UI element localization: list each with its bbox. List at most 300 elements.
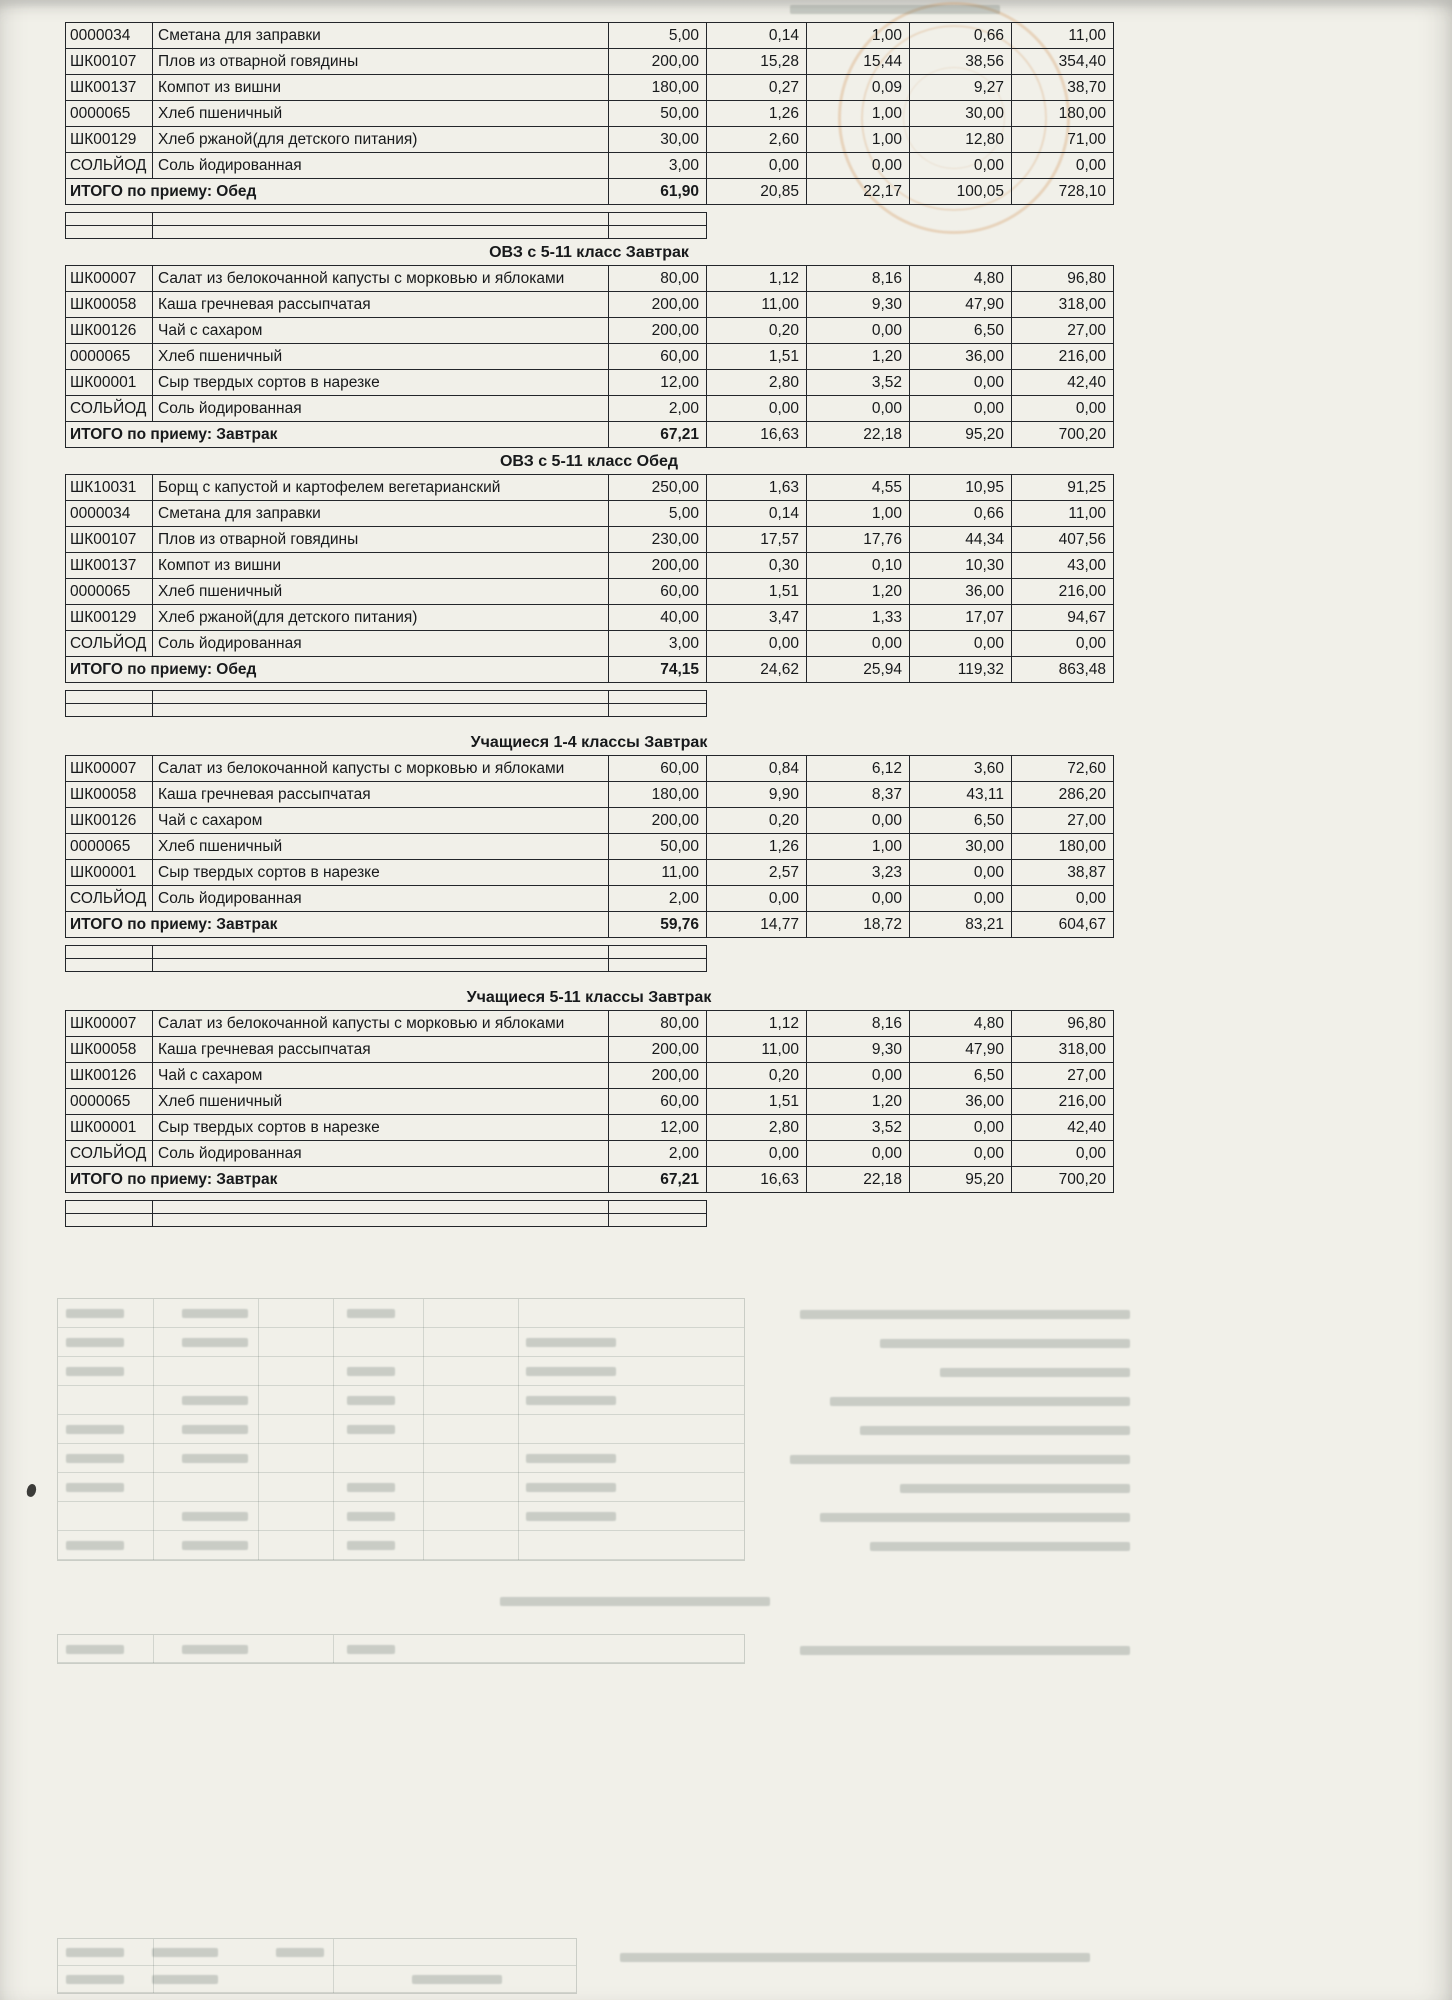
value-cell: 8,37 <box>807 782 910 808</box>
code-cell: ШК00129 <box>66 127 153 153</box>
ghost-text-bar <box>152 1975 218 1984</box>
dish-name-cell: Хлеб пшеничный <box>153 344 609 370</box>
table-row <box>66 75 1114 101</box>
value-cell: 15,28 <box>707 49 807 75</box>
table-row <box>66 101 1114 127</box>
empty-cell <box>66 226 153 239</box>
value-cell: 10,95 <box>910 475 1012 501</box>
empty-row <box>66 213 707 226</box>
value-cell: 12,80 <box>910 127 1012 153</box>
value-cell: 47,90 <box>910 1037 1012 1063</box>
value-cell: 60,00 <box>609 344 707 370</box>
value-cell: 1,00 <box>807 23 910 49</box>
ghost-column-line <box>153 1299 154 1560</box>
value-cell: 4,80 <box>910 266 1012 292</box>
value-cell: 216,00 <box>1012 1089 1114 1115</box>
ghost-row <box>58 1502 744 1531</box>
total-value-cell: 95,20 <box>910 1167 1012 1193</box>
value-cell: 0,00 <box>807 808 910 834</box>
ghost-row <box>58 1473 744 1502</box>
empty-cell <box>66 213 153 226</box>
code-cell: СОЛЬЙОД <box>66 631 153 657</box>
empty-cell <box>609 959 707 972</box>
code-cell: ШК00058 <box>66 292 153 318</box>
ghost-column-line <box>333 1635 334 1663</box>
dish-name-cell: Соль йодированная <box>153 153 609 179</box>
ghost-row <box>58 1357 744 1386</box>
ghost-column-line <box>423 1299 424 1560</box>
dish-name-cell: Компот из вишни <box>153 553 609 579</box>
value-cell: 200,00 <box>609 292 707 318</box>
ghost-row <box>58 1966 576 1993</box>
dish-name-cell: Хлеб ржаной(для детского питания) <box>153 605 609 631</box>
value-cell: 1,63 <box>707 475 807 501</box>
empty-cell <box>66 959 153 972</box>
table-row <box>66 1115 1114 1141</box>
value-cell: 0,00 <box>1012 631 1114 657</box>
value-cell: 0,09 <box>807 75 910 101</box>
table-row <box>66 370 1114 396</box>
value-cell: 0,00 <box>707 886 807 912</box>
ghost-row <box>58 1939 576 1966</box>
dish-name-cell: Сметана для заправки <box>153 501 609 527</box>
dish-name-cell: Чай с сахаром <box>153 318 609 344</box>
table-row <box>66 860 1114 886</box>
value-cell: 0,10 <box>807 553 910 579</box>
value-cell: 96,80 <box>1012 1011 1114 1037</box>
empty-cell <box>153 946 609 959</box>
value-cell: 216,00 <box>1012 579 1114 605</box>
code-cell: ШК00126 <box>66 1063 153 1089</box>
value-cell: 8,16 <box>807 1011 910 1037</box>
total-main-value-cell: 74,15 <box>609 657 707 683</box>
value-cell: 3,00 <box>609 153 707 179</box>
dish-name-cell: Сыр твердых сортов в нарезке <box>153 1115 609 1141</box>
value-cell: 30,00 <box>910 101 1012 127</box>
value-cell: 0,00 <box>707 1141 807 1167</box>
value-cell: 3,23 <box>807 860 910 886</box>
ghost-text-bar <box>790 5 1000 14</box>
value-cell: 96,80 <box>1012 266 1114 292</box>
ghost-column-line <box>333 1299 334 1560</box>
value-cell: 30,00 <box>609 127 707 153</box>
ghost-column-line <box>518 1299 519 1560</box>
empty-row <box>66 226 707 239</box>
value-cell: 3,47 <box>707 605 807 631</box>
ghost-text-bar <box>526 1367 616 1376</box>
value-cell: 0,00 <box>707 631 807 657</box>
ghost-text-bar <box>526 1512 616 1521</box>
ghost-text-bar <box>182 1645 248 1654</box>
value-cell: 2,00 <box>609 886 707 912</box>
table-row <box>66 782 1114 808</box>
value-cell: 60,00 <box>609 756 707 782</box>
value-cell: 0,20 <box>707 1063 807 1089</box>
ghost-text-bar <box>66 1645 124 1654</box>
value-cell: 11,00 <box>609 860 707 886</box>
value-cell: 72,60 <box>1012 756 1114 782</box>
empty-cell <box>609 946 707 959</box>
value-cell: 43,00 <box>1012 553 1114 579</box>
value-cell: 318,00 <box>1012 292 1114 318</box>
value-cell: 1,26 <box>707 101 807 127</box>
empty-cell <box>609 1214 707 1227</box>
ghost-row <box>58 1299 744 1328</box>
total-value-cell: 100,05 <box>910 179 1012 205</box>
value-cell: 0,00 <box>910 860 1012 886</box>
ghost-text-bar <box>182 1396 248 1405</box>
ghost-text-bar <box>66 1948 124 1957</box>
value-cell: 9,30 <box>807 1037 910 1063</box>
value-cell: 9,30 <box>807 292 910 318</box>
value-cell: 27,00 <box>1012 808 1114 834</box>
dish-name-cell: Каша гречневая рассыпчатая <box>153 782 609 808</box>
value-cell: 216,00 <box>1012 344 1114 370</box>
value-cell: 250,00 <box>609 475 707 501</box>
value-cell: 80,00 <box>609 266 707 292</box>
ghost-text-bar <box>526 1396 616 1405</box>
value-cell: 2,60 <box>707 127 807 153</box>
value-cell: 0,00 <box>910 1141 1012 1167</box>
value-cell: 180,00 <box>609 782 707 808</box>
dish-name-cell: Хлеб пшеничный <box>153 101 609 127</box>
total-label-cell: ИТОГО по приему: Завтрак <box>66 1167 609 1193</box>
ink-mark <box>25 1483 38 1498</box>
empty-cell <box>66 946 153 959</box>
table-row <box>66 501 1114 527</box>
empty-spacer-rows <box>65 212 707 239</box>
ghost-row <box>58 1444 744 1473</box>
code-cell: 0000065 <box>66 579 153 605</box>
value-cell: 200,00 <box>609 49 707 75</box>
code-cell: 0000034 <box>66 501 153 527</box>
dish-name-cell: Салат из белокочанной капусты с морковью и яблоками <box>153 1011 609 1037</box>
value-cell: 3,52 <box>807 370 910 396</box>
value-cell: 0,00 <box>1012 396 1114 422</box>
empty-cell <box>609 691 707 704</box>
value-cell: 0,66 <box>910 23 1012 49</box>
ghost-row <box>58 1635 744 1663</box>
value-cell: 1,51 <box>707 579 807 605</box>
ghost-text-bar <box>347 1309 395 1318</box>
value-cell: 0,00 <box>807 631 910 657</box>
value-cell: 8,16 <box>807 266 910 292</box>
empty-spacer-rows <box>65 690 707 717</box>
total-value-cell: 700,20 <box>1012 422 1114 448</box>
value-cell: 9,27 <box>910 75 1012 101</box>
menu-table <box>65 755 1114 938</box>
code-cell: ШК00107 <box>66 527 153 553</box>
value-cell: 80,00 <box>609 1011 707 1037</box>
code-cell: 0000065 <box>66 834 153 860</box>
dish-name-cell: Хлеб пшеничный <box>153 1089 609 1115</box>
section-title: ОВЗ с 5-11 класс Завтрак <box>489 244 689 261</box>
menu-table <box>65 265 1114 448</box>
empty-cell <box>66 1201 153 1214</box>
value-cell: 0,00 <box>807 886 910 912</box>
value-cell: 40,00 <box>609 605 707 631</box>
empty-cell <box>153 226 609 239</box>
dish-name-cell: Салат из белокочанной капусты с морковью и яблоками <box>153 266 609 292</box>
dish-name-cell: Сыр твердых сортов в нарезке <box>153 370 609 396</box>
ghost-text-bar <box>800 1310 1130 1319</box>
code-cell: ШК00058 <box>66 1037 153 1063</box>
ghost-text-bar <box>66 1367 124 1376</box>
value-cell: 0,00 <box>807 1141 910 1167</box>
total-main-value-cell: 61,90 <box>609 179 707 205</box>
code-cell: ШК00001 <box>66 860 153 886</box>
table-row <box>66 605 1114 631</box>
table-row <box>66 886 1114 912</box>
value-cell: 12,00 <box>609 1115 707 1141</box>
value-cell: 0,00 <box>1012 886 1114 912</box>
ghost-text-bar <box>66 1338 124 1347</box>
table-row <box>66 1011 1114 1037</box>
value-cell: 286,20 <box>1012 782 1114 808</box>
value-cell: 1,33 <box>807 605 910 631</box>
code-cell: ШК00107 <box>66 49 153 75</box>
dish-name-cell: Плов из отварной говядины <box>153 49 609 75</box>
code-cell: ШК00001 <box>66 1115 153 1141</box>
value-cell: 0,00 <box>807 318 910 344</box>
dish-name-cell: Компот из вишни <box>153 75 609 101</box>
empty-cell <box>609 226 707 239</box>
value-cell: 200,00 <box>609 553 707 579</box>
value-cell: 94,67 <box>1012 605 1114 631</box>
value-cell: 180,00 <box>609 75 707 101</box>
ghost-text-bar <box>800 1646 1130 1655</box>
total-label-cell: ИТОГО по приему: Завтрак <box>66 422 609 448</box>
value-cell: 1,26 <box>707 834 807 860</box>
value-cell: 50,00 <box>609 834 707 860</box>
total-value-cell: 24,62 <box>707 657 807 683</box>
total-main-value-cell: 67,21 <box>609 422 707 448</box>
value-cell: 0,20 <box>707 808 807 834</box>
table-row <box>66 834 1114 860</box>
ghost-text-bar <box>66 1541 124 1550</box>
section-title: ОВЗ с 5-11 класс Обед <box>499 453 679 470</box>
value-cell: 0,84 <box>707 756 807 782</box>
ghost-column-line <box>333 1939 334 1993</box>
menu-table <box>65 1010 1114 1193</box>
dish-name-cell: Плов из отварной говядины <box>153 527 609 553</box>
ghost-text-bar <box>347 1645 395 1654</box>
total-value-cell: 119,32 <box>910 657 1012 683</box>
ghost-text-bar <box>790 1455 1130 1464</box>
value-cell: 354,40 <box>1012 49 1114 75</box>
value-cell: 200,00 <box>609 1037 707 1063</box>
ghost-text-bar <box>182 1338 248 1347</box>
dish-name-cell: Соль йодированная <box>153 886 609 912</box>
table-row <box>66 1089 1114 1115</box>
ghost-text-bar <box>620 1953 1090 1962</box>
value-cell: 1,51 <box>707 344 807 370</box>
total-value-cell: 16,63 <box>707 1167 807 1193</box>
code-cell: ШК00058 <box>66 782 153 808</box>
value-cell: 10,30 <box>910 553 1012 579</box>
ghost-text-bar <box>526 1483 616 1492</box>
ghost-text-bar <box>347 1425 395 1434</box>
empty-spacer-rows <box>65 1200 707 1227</box>
code-cell: ШК00001 <box>66 370 153 396</box>
table-row <box>66 292 1114 318</box>
value-cell: 11,00 <box>707 292 807 318</box>
value-cell: 0,00 <box>910 396 1012 422</box>
value-cell: 0,00 <box>910 153 1012 179</box>
ghost-text-bar <box>347 1396 395 1405</box>
table-row <box>66 1063 1114 1089</box>
value-cell: 1,20 <box>807 1089 910 1115</box>
code-cell: СОЛЬЙОД <box>66 886 153 912</box>
value-cell: 0,00 <box>910 1115 1012 1141</box>
value-cell: 2,80 <box>707 1115 807 1141</box>
ghost-text-bar <box>66 1454 124 1463</box>
ghost-text-bar <box>347 1512 395 1521</box>
value-cell: 1,12 <box>707 1011 807 1037</box>
value-cell: 27,00 <box>1012 1063 1114 1089</box>
total-main-value-cell: 67,21 <box>609 1167 707 1193</box>
value-cell: 1,20 <box>807 579 910 605</box>
dish-name-cell: Сыр твердых сортов в нарезке <box>153 860 609 886</box>
code-cell: 0000065 <box>66 101 153 127</box>
empty-cell <box>153 704 609 717</box>
value-cell: 2,57 <box>707 860 807 886</box>
value-cell: 407,56 <box>1012 527 1114 553</box>
code-cell: ШК00129 <box>66 605 153 631</box>
ghost-text-bar <box>860 1426 1130 1435</box>
total-value-cell: 22,18 <box>807 1167 910 1193</box>
menu-table <box>65 22 1114 205</box>
value-cell: 2,00 <box>609 396 707 422</box>
value-cell: 0,00 <box>910 631 1012 657</box>
code-cell: 0000065 <box>66 344 153 370</box>
ghost-text-bar <box>347 1541 395 1550</box>
dish-name-cell: Салат из белокочанной капусты с морковью и яблоками <box>153 756 609 782</box>
scan-edge-shadow <box>0 0 1452 9</box>
total-main-value-cell: 59,76 <box>609 912 707 938</box>
code-cell: ШК10031 <box>66 475 153 501</box>
code-cell: ШК00126 <box>66 808 153 834</box>
value-cell: 6,50 <box>910 1063 1012 1089</box>
empty-row <box>66 704 707 717</box>
value-cell: 0,00 <box>707 396 807 422</box>
value-cell: 3,00 <box>609 631 707 657</box>
empty-cell <box>153 213 609 226</box>
value-cell: 0,00 <box>807 396 910 422</box>
value-cell: 0,20 <box>707 318 807 344</box>
dish-name-cell: Хлеб ржаной(для детского питания) <box>153 127 609 153</box>
ghost-text-bar <box>870 1542 1130 1551</box>
value-cell: 180,00 <box>1012 834 1114 860</box>
value-cell: 4,55 <box>807 475 910 501</box>
empty-cell <box>609 213 707 226</box>
value-cell: 60,00 <box>609 579 707 605</box>
value-cell: 9,90 <box>707 782 807 808</box>
value-cell: 1,12 <box>707 266 807 292</box>
code-cell: ШК00007 <box>66 266 153 292</box>
table-row <box>66 266 1114 292</box>
ghost-table <box>57 1634 745 1664</box>
value-cell: 36,00 <box>910 1089 1012 1115</box>
ghost-text-bar <box>66 1975 124 1984</box>
empty-spacer-rows <box>65 945 707 972</box>
ghost-row <box>58 1415 744 1444</box>
value-cell: 6,50 <box>910 808 1012 834</box>
ghost-text-bar <box>182 1541 248 1550</box>
empty-row <box>66 1201 707 1214</box>
total-label-cell: ИТОГО по приему: Завтрак <box>66 912 609 938</box>
total-label-cell: ИТОГО по приему: Обед <box>66 657 609 683</box>
total-value-cell: 18,72 <box>807 912 910 938</box>
total-value-cell: 863,48 <box>1012 657 1114 683</box>
total-value-cell: 25,94 <box>807 657 910 683</box>
code-cell: СОЛЬЙОД <box>66 1141 153 1167</box>
value-cell: 200,00 <box>609 808 707 834</box>
ghost-text-bar <box>152 1948 218 1957</box>
value-cell: 44,34 <box>910 527 1012 553</box>
value-cell: 3,52 <box>807 1115 910 1141</box>
value-cell: 71,00 <box>1012 127 1114 153</box>
dish-name-cell: Соль йодированная <box>153 1141 609 1167</box>
total-value-cell: 20,85 <box>707 179 807 205</box>
table-row <box>66 527 1114 553</box>
value-cell: 0,00 <box>1012 1141 1114 1167</box>
ghost-text-bar <box>347 1483 395 1492</box>
value-cell: 60,00 <box>609 1089 707 1115</box>
table-row <box>66 756 1114 782</box>
ghost-text-bar <box>500 1597 770 1606</box>
value-cell: 11,00 <box>707 1037 807 1063</box>
table-row <box>66 631 1114 657</box>
ghost-row <box>58 1328 744 1357</box>
empty-cell <box>153 1214 609 1227</box>
value-cell: 0,00 <box>707 153 807 179</box>
ghost-text-bar <box>526 1454 616 1463</box>
total-row <box>66 657 1114 683</box>
value-cell: 11,00 <box>1012 23 1114 49</box>
total-value-cell: 95,20 <box>910 422 1012 448</box>
table-row <box>66 579 1114 605</box>
table-row <box>66 49 1114 75</box>
value-cell: 3,60 <box>910 756 1012 782</box>
value-cell: 17,76 <box>807 527 910 553</box>
value-cell: 230,00 <box>609 527 707 553</box>
section-title: Учащиеся 5-11 классы Завтрак <box>466 989 712 1006</box>
ghost-row <box>58 1386 744 1415</box>
value-cell: 2,00 <box>609 1141 707 1167</box>
value-cell: 180,00 <box>1012 101 1114 127</box>
table-row <box>66 318 1114 344</box>
value-cell: 42,40 <box>1012 1115 1114 1141</box>
ghost-text-bar <box>830 1397 1130 1406</box>
value-cell: 200,00 <box>609 318 707 344</box>
total-row <box>66 179 1114 205</box>
value-cell: 318,00 <box>1012 1037 1114 1063</box>
value-cell: 0,14 <box>707 501 807 527</box>
table-row <box>66 1141 1114 1167</box>
ghost-text-bar <box>182 1309 248 1318</box>
dish-name-cell: Чай с сахаром <box>153 808 609 834</box>
empty-cell <box>153 1201 609 1214</box>
value-cell: 47,90 <box>910 292 1012 318</box>
value-cell: 0,14 <box>707 23 807 49</box>
code-cell: ШК00007 <box>66 756 153 782</box>
empty-row <box>66 959 707 972</box>
dish-name-cell: Борщ с капустой и картофелем вегетарианский <box>153 475 609 501</box>
code-cell: СОЛЬЙОД <box>66 153 153 179</box>
dish-name-cell: Соль йодированная <box>153 631 609 657</box>
value-cell: 38,70 <box>1012 75 1114 101</box>
